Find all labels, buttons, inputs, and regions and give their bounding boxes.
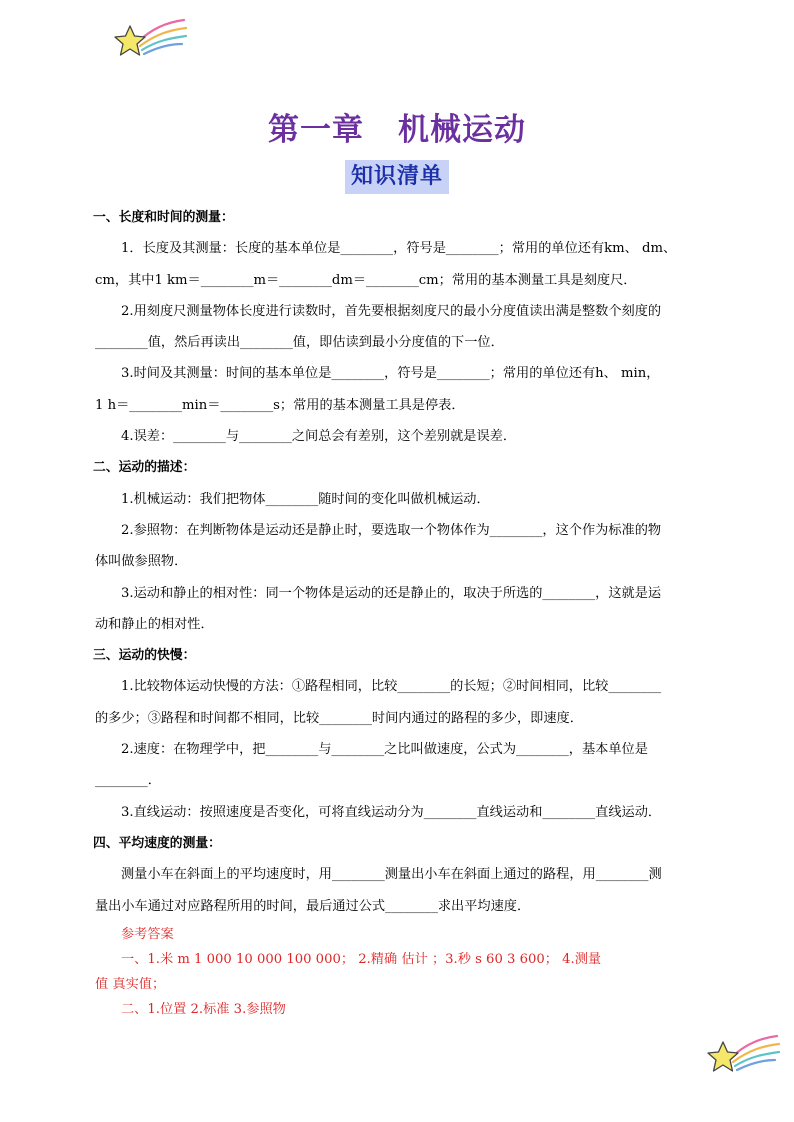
section-heading: 四、平均速度的测量： <box>93 835 221 851</box>
paragraph-line: 1.机械运动：我们把物体________随时间的变化叫做机械运动． <box>121 491 490 507</box>
chapter-number: 第一章 <box>268 112 364 148</box>
answer-line: 一、1.米 m 1 000 10 000 100 000； 2.精确 估计 ；3.秒 s 60 3 600； 4.测量 <box>121 952 602 967</box>
paragraph-line: cm，其中1 km＝________m＝________dm＝________cm；常用的基本测量工具是刻度尺． <box>95 272 637 288</box>
section-banner: 知识清单 <box>345 160 449 194</box>
paragraph-line: ________． <box>95 773 161 789</box>
chapter-name: 机械运动 <box>398 112 526 148</box>
answer-title: 参考答案 <box>121 927 174 942</box>
paragraph-line: 1.比较物体运动快慢的方法：①路程相同，比较________的长短；②时间相同，比较________ <box>121 679 662 695</box>
section-heading: 一、长度和时间的测量： <box>93 210 234 225</box>
paragraph-line: 3.时间及其测量：时间的基本单位是________，符号是________；常用的单位还有h、 min， <box>121 366 660 382</box>
section-heading: 二、运动的描述： <box>93 460 196 476</box>
paragraph-line: 量出小车通过对应路程所用的时间，最后通过公式________求出平均速度． <box>95 898 531 914</box>
paragraph-line: 3.直线运动：按照速度是否变化，可将直线运动分为________直线运动和________直线运动． <box>121 804 662 820</box>
answer-key <box>95 922 707 1022</box>
paragraph-line: 2.用刻度尺测量物体长度进行读数时，首先要根据刻度尺的最小分度值读出满是整数个刻度的 <box>121 303 662 319</box>
paragraph-line: 动和静止的相对性． <box>95 616 214 632</box>
shooting-star-icon <box>112 12 192 66</box>
paragraph-line: ________值，然后再读出________值，即估读到最小分度值的下一位． <box>95 335 504 351</box>
knowledge-list <box>95 202 705 922</box>
paragraph-line: 3.运动和静止的相对性：同一个物体是运动的还是静止的，取决于所选的________，这就是运 <box>121 585 662 601</box>
paragraph-line: 测量小车在斜面上的平均速度时，用________测量出小车在斜面上通过的路程，用________测 <box>121 867 662 883</box>
answer-line: 值 真实值； <box>95 977 166 992</box>
page-title <box>0 104 794 149</box>
shooting-star-icon <box>705 1028 785 1082</box>
paragraph-line: 的多少；③路程和时间都不相同，比较________时间内通过的路程的多少，即速度． <box>95 710 583 726</box>
paragraph-line: 2.速度：在物理学中，把________与________之比叫做速度，公式为________，基本单位是 <box>121 742 648 758</box>
answer-line: 二、1.位置 2.标准 3.参照物 <box>121 1002 286 1017</box>
paragraph-line: 体叫做参照物． <box>95 554 188 570</box>
paragraph-line: 1．长度及其测量：长度的基本单位是________，符号是________；常用的单位还有km、 dm、 <box>121 241 677 257</box>
section-heading: 三、运动的快慢： <box>93 648 196 664</box>
paragraph-line: 2.参照物：在判断物体是运动还是静止时，要选取一个物体作为________，这个作为标准的物 <box>121 522 662 538</box>
paragraph-line: 1 h＝________min＝________s；常用的基本测量工具是停表． <box>95 397 465 413</box>
paragraph-line: 4.误差：________与________之间总会有差别，这个差别就是误差． <box>121 429 517 445</box>
